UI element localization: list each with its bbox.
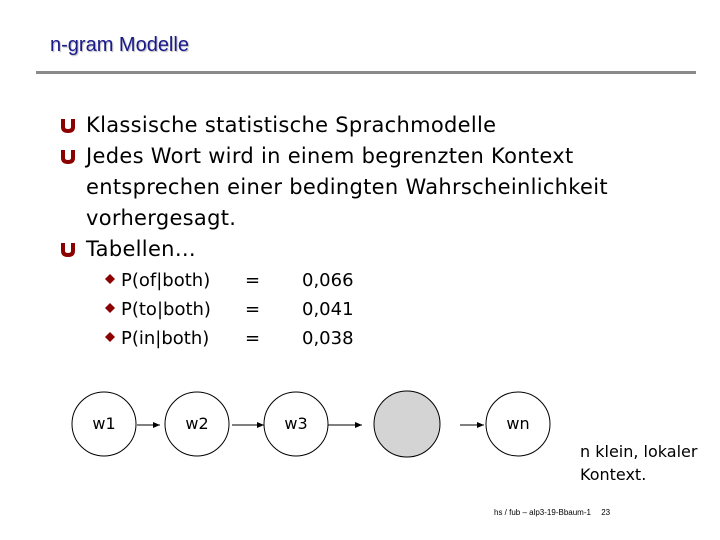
chain-node-filled — [374, 391, 440, 457]
node-label: w3 — [284, 414, 308, 433]
slide-footer — [494, 508, 618, 517]
probability-value: 0,066 — [302, 270, 354, 291]
footer-source: hs / fub – alp3-19-Bbaum-1 — [494, 508, 591, 517]
slide-title: n-gram Modelle — [50, 34, 189, 56]
chain-node — [264, 392, 328, 456]
chain-node — [72, 392, 136, 456]
chain-node — [486, 392, 550, 456]
node-label: wn — [506, 414, 530, 433]
bullet-text: Jedes Wort wird in einem begrenzten Kontext entsprechen einer bedingten Wahrscheinlichkeit vorhergesagt. — [86, 144, 608, 230]
page-number: 23 — [601, 508, 611, 517]
probability-expression: P(to|both) — [121, 299, 211, 320]
chain-node — [165, 392, 229, 456]
bullet-text: Tabellen… — [86, 237, 197, 261]
equals-sign: = — [245, 328, 261, 349]
probability-expression: P(of|both) — [121, 270, 211, 291]
node-label: w2 — [185, 414, 209, 433]
context-note: n klein, lokaler Kontext. — [580, 442, 698, 484]
probability-value: 0,038 — [302, 328, 354, 349]
node-label: w1 — [92, 414, 116, 433]
equals-sign: = — [245, 270, 261, 291]
bullet-text: Klassische statistische Sprachmodelle — [86, 113, 497, 137]
equals-sign: = — [245, 299, 261, 320]
probability-value: 0,041 — [302, 299, 354, 320]
probability-expression: P(in|both) — [121, 328, 210, 349]
